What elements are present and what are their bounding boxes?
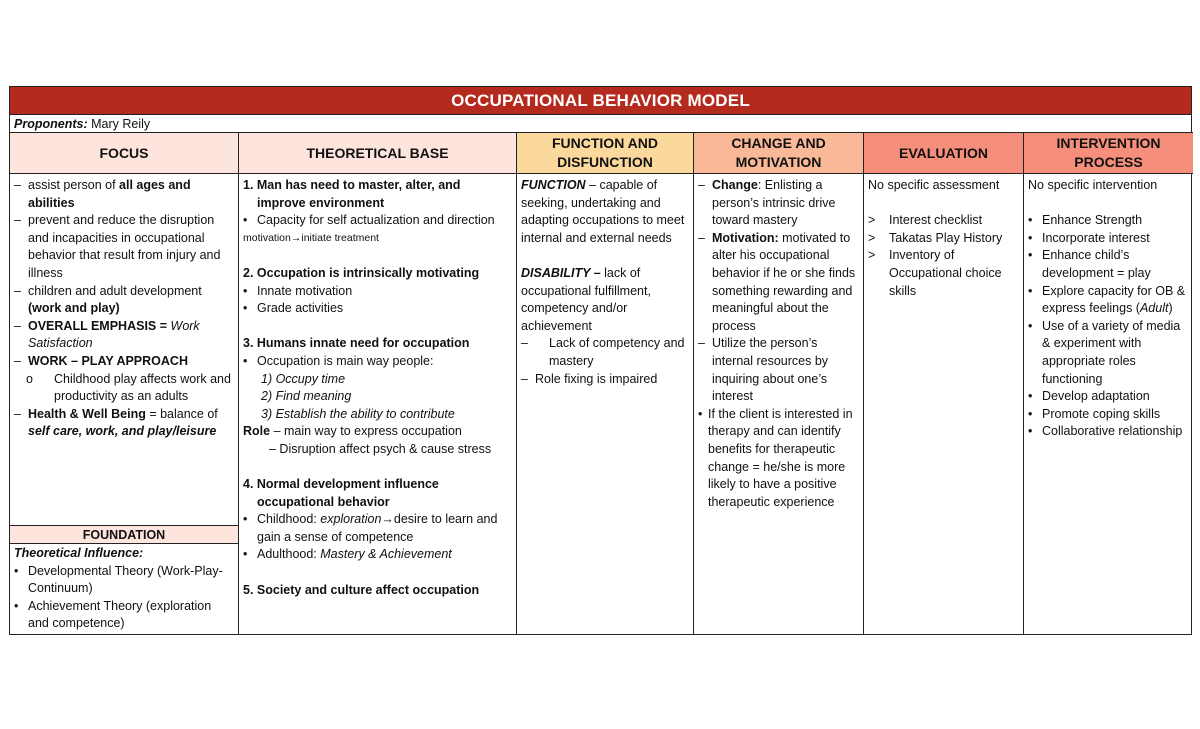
function-header: FUNCTION AND DISFUNCTION bbox=[517, 133, 693, 174]
list-item: • Explore capacity for OB & express feelings (Adult) bbox=[1028, 283, 1186, 316]
intervention-header: INTERVENTION PROCESS bbox=[1024, 133, 1193, 174]
section-heading: 2. Occupation is intrinsically motivating bbox=[243, 265, 480, 280]
intervention-intro: No specific intervention bbox=[1028, 178, 1158, 192]
proponents-value: Mary Reily bbox=[91, 117, 151, 131]
change-column bbox=[693, 132, 863, 635]
list-item: • If the client is interested in therapy and can identify benefits for therapeutic change = he/she is more likely to have a positive therapeutic experience bbox=[698, 406, 853, 509]
list-item: – Lack of competency and mastery bbox=[521, 336, 685, 368]
numbered-item: 2) Find meaning bbox=[261, 389, 352, 404]
intervention-column bbox=[1023, 132, 1193, 635]
list-item: • Grade activities bbox=[243, 301, 344, 316]
numbered-item: 3) Establish the ability to contribute bbox=[261, 406, 455, 421]
section-heading: 1. Man has need to master, alter, and improve environment bbox=[243, 178, 461, 210]
section-heading: 4. Normal development influence occupational behavior bbox=[243, 477, 439, 509]
change-body bbox=[694, 174, 863, 511]
list-item: – WORK – PLAY APPROACH bbox=[14, 353, 188, 368]
disability-definition: DISABILITY – lack of occupational fulfillment, competency and/or achievement bbox=[521, 265, 651, 333]
evaluation-body bbox=[864, 174, 1023, 300]
foundation-section bbox=[10, 525, 238, 635]
intervention-body bbox=[1024, 174, 1193, 441]
list-item: • Promote coping skills bbox=[1028, 406, 1161, 421]
theoretical-body bbox=[239, 174, 516, 599]
list-item: • Enhance Strength bbox=[1028, 213, 1143, 228]
list-item: • Incorporate interest bbox=[1028, 230, 1150, 245]
foundation-label: Theoretical Influence: bbox=[14, 546, 144, 560]
list-item: – Health & Well Being = balance of self care, work, and play/leisure bbox=[14, 406, 218, 439]
note-text: motivation→initiate treatment bbox=[243, 231, 379, 244]
list-item: – prevent and reduce the disruption and incapacities in occupational behavior that result from injury and illness bbox=[14, 213, 221, 280]
list-item: • Innate motivation bbox=[243, 283, 353, 298]
role-line: Role – main way to express occupation bbox=[243, 424, 462, 439]
list-item: • Capacity for self actualization and direction bbox=[243, 213, 495, 228]
evaluation-header: EVALUATION bbox=[864, 133, 1023, 174]
list-item: • Adulthood: Mastery & Achievement bbox=[243, 547, 452, 562]
list-item: – OVERALL EMPHASIS = Work Satisfaction bbox=[14, 318, 200, 351]
list-item: – Motivation: motivated to alter his occupational behavior if he or she finds something rewarding and meaningful about the process bbox=[698, 230, 856, 333]
focus-column bbox=[10, 132, 238, 635]
list-item: • Use of a variety of media & experiment with appropriate roles functioning bbox=[1028, 318, 1181, 386]
list-item: – assist person of all ages and abilities bbox=[14, 178, 191, 210]
section-heading: 5. Society and culture affect occupation bbox=[243, 582, 480, 597]
theoretical-header: THEORETICAL BASE bbox=[239, 133, 516, 174]
list-item: • Achievement Theory (exploration and competence) bbox=[14, 598, 212, 631]
evaluation-intro: No specific assessment bbox=[868, 178, 1000, 192]
change-header: CHANGE AND MOTIVATION bbox=[694, 133, 863, 174]
list-sub-item: o Childhood play affects work and productivity as an adults bbox=[26, 371, 231, 404]
focus-header: FOCUS bbox=[10, 133, 238, 174]
function-definition: FUNCTION – capable of seeking, undertaking and adapting occupations to meet internal and external needs bbox=[521, 178, 685, 245]
list-item: • Childhood: exploration→desire to learn and gain a sense of competence bbox=[243, 512, 498, 544]
evaluation-column bbox=[863, 132, 1023, 635]
theoretical-column bbox=[238, 132, 516, 635]
list-item: – Change: Enlisting a person’s intrinsic drive toward mastery bbox=[698, 178, 836, 228]
proponents-row bbox=[10, 114, 1191, 132]
page-title: OCCUPATIONAL BEHAVIOR MODEL bbox=[10, 87, 1191, 114]
numbered-item: 1) Occupy time bbox=[261, 371, 346, 386]
section-heading: 3. Humans innate need for occupation bbox=[243, 336, 470, 351]
function-column bbox=[516, 132, 693, 635]
list-item: • Collaborative relationship bbox=[1028, 424, 1183, 439]
model-table bbox=[9, 86, 1192, 635]
list-item: – Utilize the person’s internal resources by inquiring about one’s interest bbox=[698, 336, 829, 404]
list-item: • Develop adaptation bbox=[1028, 389, 1150, 404]
proponents-label: Proponents: bbox=[14, 117, 88, 131]
role-sub-line: – Disruption affect psych & cause stress bbox=[269, 441, 492, 456]
list-item: > Inventory of Occupational choice skills bbox=[868, 248, 1002, 298]
list-item: > Takatas Play History bbox=[868, 230, 1003, 245]
list-item: – children and adult development (work and play) bbox=[14, 283, 202, 316]
foundation-header: FOUNDATION bbox=[10, 526, 238, 544]
focus-body bbox=[10, 174, 238, 441]
function-body bbox=[517, 174, 693, 388]
list-item: – Role fixing is impaired bbox=[521, 371, 658, 386]
list-item: > Interest checklist bbox=[868, 213, 983, 228]
list-item: • Occupation is main way people: bbox=[243, 353, 434, 368]
list-item: • Developmental Theory (Work-Play-Continuum) bbox=[14, 563, 223, 596]
list-item: • Enhance child’s development = play bbox=[1028, 248, 1151, 280]
